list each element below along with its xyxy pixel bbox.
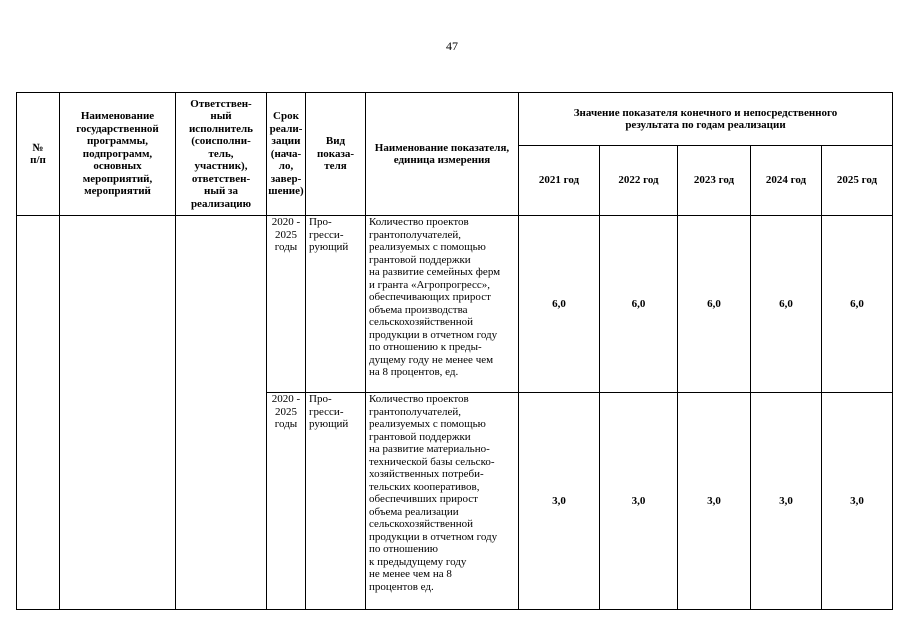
term-cell: 2020 - 2025 годы [267,393,306,610]
header-year-2022: 2022 год [600,146,678,216]
header-year-2023: 2023 год [678,146,751,216]
term-cell: 2020 - 2025 годы [267,216,306,393]
header-row-1 [17,93,893,146]
value-2025: 3,0 [822,393,893,610]
indicator-cell: Количество проектов грантополучателей, реализуемых с помощью грантовой поддержки на развитие семейных ферм и гранта «Агропрогресс», обеспечивающих прирост объема производства сельскохозяйственной продукции в отчетном году по отношению к преды- дущему году не менее чем на 8 процентов, ед. [366,216,519,393]
value-2024: 6,0 [751,216,822,393]
value-2023: 3,0 [678,393,751,610]
header-num: № п/п [17,93,60,216]
indicator-cell: Количество проектов грантополучателей, реализуемых с помощью грантовой поддержки на развитие материально- технической базы сельско- хозяйственных потреби- тельских кооперативов, обеспечивших прирост объема реализации сельскохозяйственной продукции в отчетном году по отношению к предыдущему году не менее чем на 8 процентов ед. [366,393,519,610]
responsible-cell [176,216,267,610]
value-2022: 3,0 [600,393,678,610]
header-year-2025: 2025 год [822,146,893,216]
value-2024: 3,0 [751,393,822,610]
header-responsible: Ответствен- ный исполнитель (соисполни- тель, участник), ответствен- ный за реализацию [176,93,267,216]
header-indicator: Наименование показателя, единица измерения [366,93,519,216]
header-year-2024: 2024 год [751,146,822,216]
page-number: 47 [446,39,458,53]
header-type: Вид показа- теля [306,93,366,216]
value-2022: 6,0 [600,216,678,393]
value-2021: 6,0 [519,216,600,393]
value-2023: 6,0 [678,216,751,393]
header-year-2021: 2021 год [519,146,600,216]
indicators-table [16,92,893,610]
name-cell [60,216,176,610]
num-cell [17,216,60,610]
value-2021: 3,0 [519,393,600,610]
header-term: Срок реали- зации (нача- ло, завер- шение) [267,93,306,216]
table-row [17,216,893,393]
value-2025: 6,0 [822,216,893,393]
header-values-group: Значение показателя конечного и непосредственного результата по годам реализации [519,93,893,146]
type-cell: Про- гресси- рующий [306,216,366,393]
header-name: Наименование государственной программы, подпрограмм, основных мероприятий, мероприятий [60,93,176,216]
type-cell: Про- гресси- рующий [306,393,366,610]
